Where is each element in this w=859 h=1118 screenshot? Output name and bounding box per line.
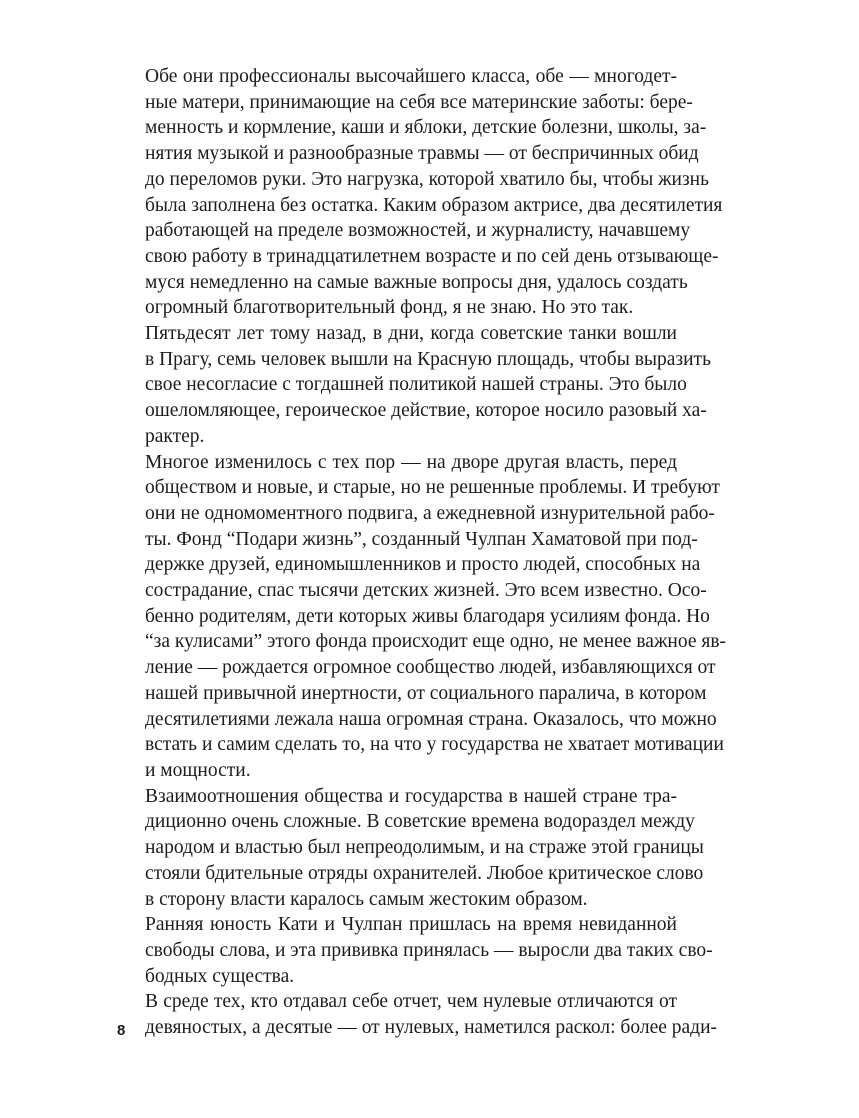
text-line: В среде тех, кто отдавал себе отчет, чем нулевые отличаются от	[145, 991, 677, 1013]
text-line: обществом и новые, и старые, но не решенные проблемы. И требуют	[145, 477, 720, 499]
text-line: держке друзей, единомышленников и просто людей, способных на	[145, 554, 701, 576]
text-line: Обе они профессионалы высочайшего класса, обе — многодет-	[145, 66, 677, 87]
paragraph	[117, 912, 713, 989]
text-line: свою работу в тринадцатилетнем возрасте и по сей день отзывающе-	[145, 245, 719, 267]
paragraph	[117, 64, 723, 321]
text-line: и мощности.	[145, 759, 251, 781]
text-line: стояли бдительные отряды охранителей. Любое критическое слово	[145, 862, 704, 884]
text-line: народом и властью был непреодолимым, и на страже этой границы	[145, 837, 704, 859]
text-line: нятия музыкой и разнообразные травмы — от беспричинных обид	[145, 143, 699, 165]
text-line: свое несогласие с тогдашней политикой нашей страны. Это было	[145, 374, 687, 396]
text-line: Ранняя юность Кати и Чулпан пришлась на время невиданной	[145, 914, 677, 936]
text-line: ты. Фонд “Подари жизнь”, созданный Чулпан Хаматовой при под-	[145, 528, 698, 550]
text-line: ошеломляющее, героическое действие, которое носило разовый ха-	[145, 400, 707, 422]
paragraph	[117, 784, 704, 913]
text-line: в Прагу, семь человек вышли на Красную площадь, чтобы выразить	[145, 348, 711, 370]
text-line: нашей привычной инертности, от социального паралича, в котором	[145, 682, 707, 704]
text-line: “за кулисами” этого фонда происходит еще одно, не менее важное яв-	[145, 631, 727, 653]
text-line: сострадание, спас тысячи детских жизней. Это всем известно. Осо-	[145, 580, 707, 602]
text-line: Взаимоотношения общества и государства в нашей стране тра-	[145, 785, 677, 807]
text-line: была заполнена без остатка. Каким образом актрисе, два десятилетия	[145, 194, 723, 216]
text-line: свободы слова, и эта прививка принялась — выросли два таких сво-	[145, 939, 713, 961]
text-line: огромный благотворительный фонд, я не знаю. Но это так.	[145, 297, 634, 319]
paragraph	[117, 989, 718, 1040]
text-line: менность и кормление, каши и яблоки, детские болезни, школы, за-	[145, 117, 707, 139]
text-line: до переломов руки. Это нагрузка, которой хватило бы, чтобы жизнь	[145, 168, 710, 190]
text-line: встать и самим сделать то, на что у государства не хватает мотивации	[145, 734, 724, 756]
text-line: они не одномоментного подвига, а ежедневной изнурительной рабо-	[145, 502, 715, 524]
text-line: бодных существа.	[145, 965, 295, 987]
text-line: диционно очень сложные. В советские времена водораздел между	[145, 811, 695, 833]
text-line: десятилетиями лежала наша огромная страна. Оказалось, что можно	[145, 708, 717, 730]
text-line: бенно родителям, дети которых живы благодаря усилиям фонда. Но	[145, 605, 710, 627]
text-line: рактер.	[145, 425, 205, 447]
text-line: девяностых, а десятые — от нулевых, наметился раскол: более ради-	[145, 1017, 718, 1039]
text-line: муся немедленно на самые важные вопросы дня, удалось создать	[145, 271, 688, 293]
text-line: ные матери, принимающие на себя все материнские заботы: бере-	[145, 91, 693, 113]
text-line: в сторону власти каралось самым жестоким образом.	[145, 888, 588, 910]
page-number: 8	[117, 1022, 126, 1039]
text-line: ление — рождается огромное сообщество людей, избавляющихся от	[145, 657, 716, 679]
body-text	[117, 64, 727, 1041]
paragraph	[117, 450, 727, 784]
paragraph	[117, 321, 711, 450]
text-line: работающей на пределе возможностей, и журналисту, начавшему	[145, 220, 691, 242]
text-line: Многое изменилось с тех пор — на дворе другая власть, перед	[145, 451, 677, 473]
text-line: Пятьдесят лет тому назад, в дни, когда советские танки вошли	[145, 323, 677, 345]
